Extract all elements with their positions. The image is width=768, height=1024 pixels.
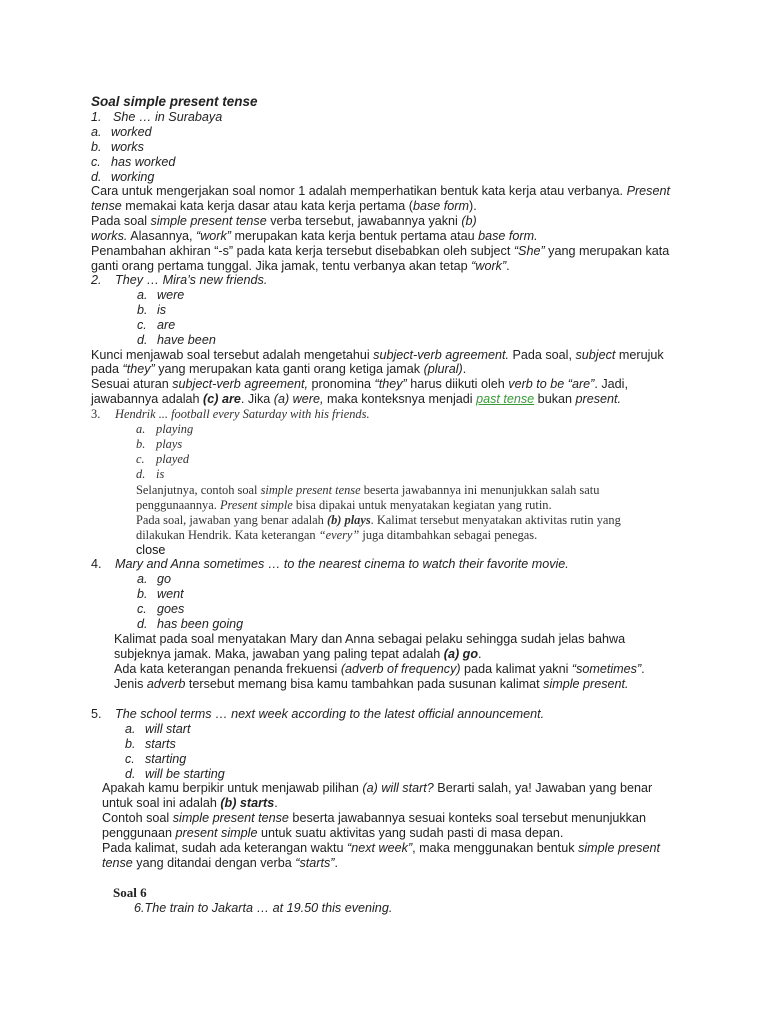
q2-option-d: d. have been: [137, 333, 216, 347]
q5-option-a: a. will start: [125, 722, 191, 736]
question-4: 4. Mary and Anna sometimes … to the nearest cinema to watch their favorite movie.: [91, 557, 569, 571]
q2-option-a: a. were: [137, 288, 185, 302]
soal-6-heading: Soal 6: [113, 885, 147, 900]
q3-explanation-line: Pada soal, jawaban yang benar adalah (b) plays. Kalimat tersebut menyatakan aktivitas rutin yang: [136, 513, 621, 527]
q1-explanation-line: Penambahan akhiran “-s” pada kata kerja tersebut disebabkan oleh subject “She” yang merupakan kata: [91, 244, 670, 258]
past-tense-link[interactable]: past tense: [476, 392, 535, 406]
q2-option-c: c. are: [137, 318, 176, 332]
q5-explanation-line: tense yang ditandai dengan verba “starts”.: [102, 856, 338, 870]
q1-option-b: b. works: [91, 140, 144, 154]
question-4-stem: Mary and Anna sometimes … to the nearest cinema to watch their favorite movie.: [115, 557, 569, 571]
q4-option-a: a. go: [137, 572, 172, 586]
q3-explanation-line: penggunaannya. Present simple bisa dipakai untuk menyatakan kegiatan yang rutin.: [136, 498, 552, 512]
q5-explanation-line: untuk soal ini adalah (b) starts.: [102, 796, 278, 810]
question-2: 2. They … Mira’s new friends.: [91, 273, 268, 287]
question-5: 5. The school terms … next week according to the latest official announcement.: [91, 707, 545, 721]
q3-explanation-line: Selanjutnya, contoh soal simple present tense beserta jawabannya ini menunjukkan salah satu: [136, 483, 600, 497]
question-3: 3. Hendrik ... football every Saturday with his friends.: [91, 407, 370, 421]
q4-option-d: d. has been going: [137, 617, 244, 631]
close-button[interactable]: close: [136, 543, 166, 557]
q5-option-c: c. starting: [125, 752, 187, 766]
q1-explanation-line: tense memakai kata kerja dasar atau kata kerja pertama (base form).: [91, 199, 477, 213]
q2-option-b: b. is: [137, 303, 167, 317]
q4-option-c: c. goes: [137, 602, 185, 616]
q1-explanation-line: works. Alasannya, “work” merupakan kata kerja bentuk pertama atau base form.: [91, 229, 538, 243]
q4-explanation-line: Jenis adverb tersebut memang bisa kamu tambahkan pada susunan kalimat simple present.: [114, 677, 629, 691]
q2-explanation-line: Sesuai aturan subject-verb agreement, pronomina “they” harus diikuti oleh verb to be “are”. Jadi,: [91, 377, 628, 391]
question-5-stem: The school terms … next week according to the latest official announcement.: [115, 707, 545, 721]
question-1: 1. She … in Surabaya: [91, 110, 223, 124]
q3-option-d: d. is: [136, 467, 165, 481]
q5-explanation-line: Pada kalimat, sudah ada keterangan waktu “next week”, maka menggunakan bentuk simple present: [102, 841, 660, 855]
q2-explanation-line: pada “they” yang merupakan kata ganti orang ketiga jamak (plural).: [91, 362, 467, 376]
q4-option-b: b. went: [137, 587, 184, 601]
q1-explanation-line: Pada soal simple present tense verba tersebut, jawabannya yakni (b): [91, 214, 477, 228]
q5-explanation-line: penggunaan present simple untuk suatu aktivitas yang sudah pasti di masa depan.: [102, 826, 564, 840]
q3-explanation-line: dilakukan Hendrik. Kata keterangan “every” juga ditambahkan sebagai penegas.: [136, 528, 538, 542]
q2-explanation-line: Kunci menjawab soal tersebut adalah mengetahui subject-verb agreement. Pada soal, subject merujuk: [91, 348, 664, 362]
q1-option-a: a. worked: [91, 125, 152, 139]
q2-explanation-line: jawabannya adalah (c) are. Jika (a) were, maka konteksnya menjadi past tense bukan present.: [91, 392, 622, 406]
q5-explanation-line: Contoh soal simple present tense beserta jawabannya sesuai konteks soal tersebut menunjukkan: [102, 811, 646, 825]
q5-explanation-line: Apakah kamu berpikir untuk menjawab pilihan (a) will start? Berarti salah, ya! Jawaban yang benar: [102, 781, 653, 795]
q1-explanation-line: Cara untuk mengerjakan soal nomor 1 adalah memperhatikan bentuk kata kerja atau verbanya. Present: [91, 184, 670, 198]
q1-explanation-line: ganti orang pertama tunggal. Jika jamak, tentu verbanya akan tetap “work”.: [91, 259, 510, 273]
q5-option-d: d. will be starting: [125, 767, 225, 781]
q3-option-b: b. plays: [136, 437, 183, 451]
question-2-stem: They … Mira’s new friends.: [115, 273, 268, 287]
q4-explanation-line: Ada kata keterangan penanda frekuensi (adverb of frequency) pada kalimat yakni “sometimes”.: [114, 662, 645, 676]
q3-option-c: c. played: [136, 452, 190, 466]
q1-option-d: d. working: [91, 170, 155, 184]
question-1-stem: She … in Surabaya: [113, 110, 223, 124]
document-title: Soal simple present tense: [91, 94, 258, 109]
question-3-stem: Hendrik ... football every Saturday with his friends.: [115, 407, 370, 421]
question-6-stem: 6.The train to Jakarta … at 19.50 this evening.: [134, 901, 393, 915]
q1-option-c: c. has worked: [91, 155, 176, 169]
q4-explanation-line: subjeknya jamak. Maka, jawaban yang paling tepat adalah (a) go.: [114, 647, 482, 661]
q5-option-b: b. starts: [125, 737, 176, 751]
q3-option-a: a. playing: [136, 422, 194, 436]
q4-explanation-line: Kalimat pada soal menyatakan Mary dan Anna sebagai pelaku sehingga sudah jelas bahwa: [114, 632, 626, 646]
